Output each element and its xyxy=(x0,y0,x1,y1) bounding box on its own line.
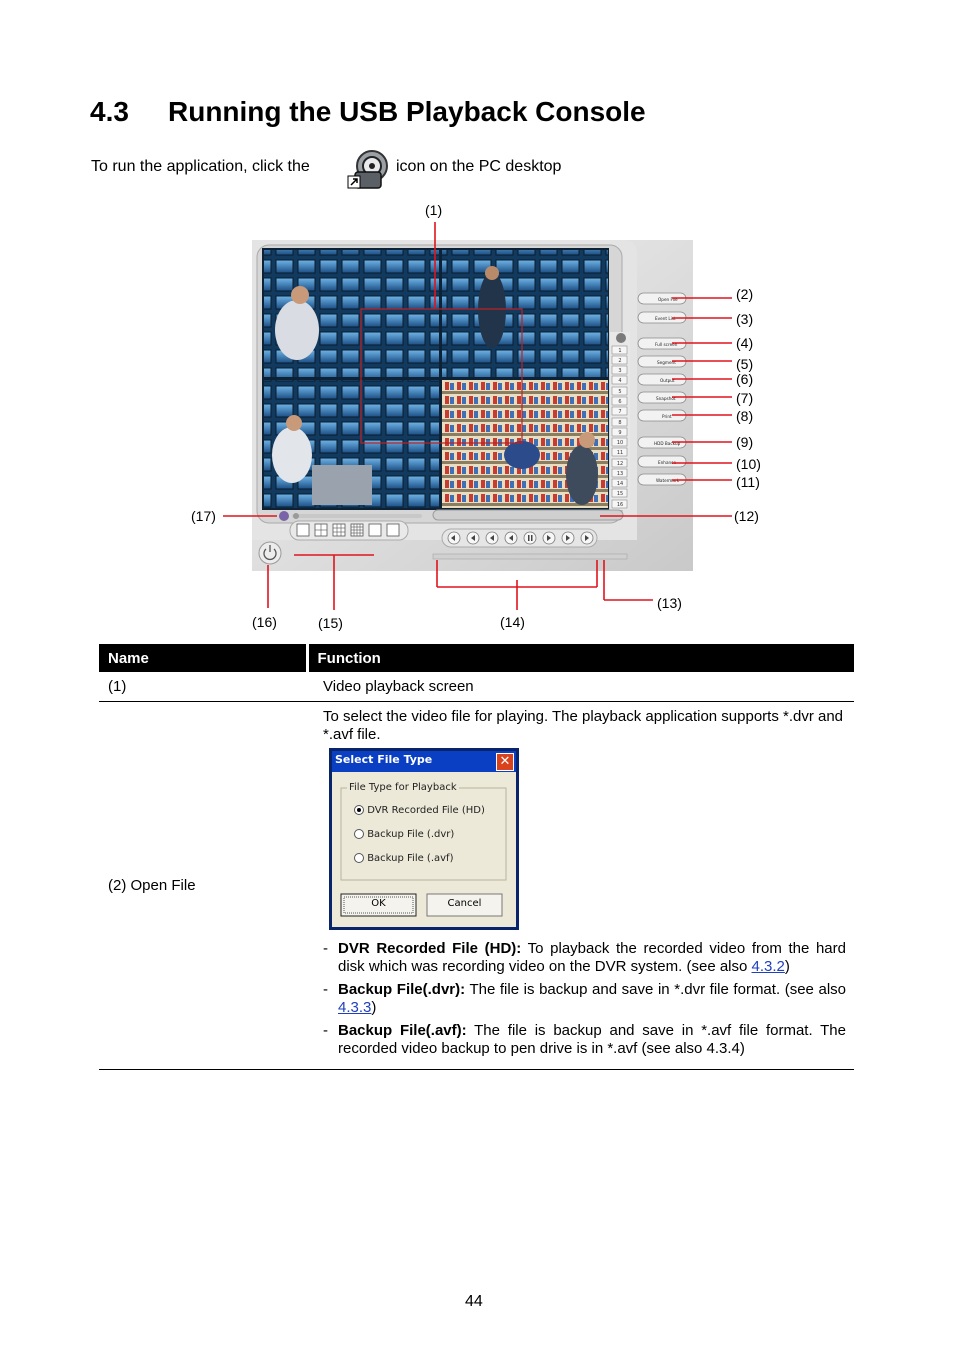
callout-4: (4) xyxy=(736,335,754,351)
callout-12: (12) xyxy=(734,508,759,524)
svg-text:15: 15 xyxy=(616,491,624,497)
svg-text:14: 14 xyxy=(616,481,624,487)
list-item xyxy=(323,940,846,976)
callout-3: (3) xyxy=(736,311,754,327)
svg-text:Open File: Open File xyxy=(658,297,678,302)
callout-11: (11) xyxy=(736,474,760,490)
bullet-dash: - xyxy=(323,981,328,998)
svg-text:Snapshot: Snapshot xyxy=(656,396,676,401)
bullet-dash: - xyxy=(323,940,328,957)
cancel-button[interactable]: Cancel xyxy=(447,898,482,909)
select-file-type-dialog xyxy=(329,748,519,930)
svg-text:HDD Backup: HDD Backup xyxy=(654,441,681,446)
svg-text:8: 8 xyxy=(618,420,622,426)
radio-empty-icon xyxy=(354,829,364,839)
playback-console-screenshot xyxy=(252,240,693,571)
list-item xyxy=(323,1022,846,1058)
svg-text:Print: Print xyxy=(662,414,672,419)
row-2-function xyxy=(307,702,854,1070)
bullet-term: Backup File(.dvr): xyxy=(338,981,466,998)
radio-option-backup-dvr[interactable] xyxy=(354,829,454,840)
radio-selected-icon xyxy=(354,805,364,815)
bullet-tail: ) xyxy=(784,958,790,975)
callout-8: (8) xyxy=(736,408,754,424)
column-header-name: Name xyxy=(99,644,307,672)
svg-text:2: 2 xyxy=(618,358,622,364)
callout-15: (15) xyxy=(318,615,343,631)
column-header-function: Function xyxy=(307,644,854,672)
bullet-term: DVR Recorded File (HD): xyxy=(338,940,522,957)
svg-text:5: 5 xyxy=(618,389,622,395)
page-number: 44 xyxy=(465,1293,483,1310)
svg-text:Enhance: Enhance xyxy=(658,460,677,465)
row-1-function: Video playback screen xyxy=(307,672,854,702)
svg-text:7: 7 xyxy=(618,409,622,415)
radio-option-backup-avf[interactable] xyxy=(354,853,453,864)
radio-label: DVR Recorded File (HD) xyxy=(367,805,485,816)
table-row xyxy=(99,702,854,1070)
svg-text:3: 3 xyxy=(618,368,622,374)
row-1-name: (1) xyxy=(99,672,307,702)
row-2-name: (2) Open File xyxy=(99,702,307,1070)
section-number: 4.3 xyxy=(90,96,129,127)
callout-17: (17) xyxy=(191,508,216,524)
bullet-dash: - xyxy=(323,1022,328,1039)
svg-text:1: 1 xyxy=(618,348,622,354)
dialog-title: Select File Type xyxy=(335,753,433,766)
radio-label: Backup File (.dvr) xyxy=(367,829,455,840)
bullet-tail: ) xyxy=(371,999,377,1016)
close-icon[interactable]: ✕ xyxy=(496,753,514,771)
section-title: Running the USB Playback Console xyxy=(168,96,646,127)
radio-option-dvr-hd[interactable] xyxy=(354,805,485,816)
open-file-description: To select the video file for playing. The playback application supports *.dvr and *.avf file. xyxy=(323,708,844,743)
bullet-text: The file is backup and save in *.dvr file format. (see also xyxy=(465,981,846,998)
dialog-group-label: File Type for Playback xyxy=(349,782,457,793)
bullet-term: Backup File(.avf): xyxy=(338,1022,467,1039)
svg-text:Event List: Event List xyxy=(655,316,676,321)
callout-13: (13) xyxy=(657,595,682,611)
callout-7: (7) xyxy=(736,390,754,406)
list-item xyxy=(323,981,846,1017)
usb-playback-app-icon xyxy=(345,146,391,192)
svg-text:16: 16 xyxy=(616,502,624,508)
bullet-text: To playback the recorded video from the hard disk which was recording video on the DVR system. (see also xyxy=(338,940,846,975)
radio-label: Backup File (.avf) xyxy=(367,853,454,864)
file-type-list xyxy=(323,940,846,1058)
svg-text:Watermark: Watermark xyxy=(656,478,680,483)
radio-empty-icon xyxy=(354,853,364,863)
svg-text:Segment: Segment xyxy=(657,360,676,365)
section-link[interactable]: 4.3.3 xyxy=(338,999,372,1016)
callout-2: (2) xyxy=(736,286,754,302)
section-link[interactable]: 4.3.2 xyxy=(751,958,785,975)
intro-text-before: To run the application, click the xyxy=(91,158,310,175)
table-header-row xyxy=(99,644,854,672)
bullet-text: The file is backup and save in *.avf file format. The recorded video backup to pen drive is in *.avf (see also 4.3.4) xyxy=(338,1022,846,1057)
intro-text-after: icon on the PC desktop xyxy=(396,158,562,175)
svg-text:13: 13 xyxy=(616,471,624,477)
svg-text:6: 6 xyxy=(618,399,622,405)
callout-1: (1) xyxy=(425,202,443,218)
callout-9: (9) xyxy=(736,434,754,450)
svg-text:11: 11 xyxy=(616,450,624,456)
svg-text:9: 9 xyxy=(618,430,622,436)
callout-16: (16) xyxy=(252,614,277,630)
table-row xyxy=(99,672,854,702)
callout-5: (5) xyxy=(736,356,754,372)
svg-text:Output: Output xyxy=(660,378,675,383)
function-table xyxy=(99,644,854,1070)
svg-text:4: 4 xyxy=(618,378,622,384)
callout-6: (6) xyxy=(736,371,754,387)
ok-button[interactable]: OK xyxy=(371,898,386,909)
svg-text:12: 12 xyxy=(616,461,624,467)
callout-14: (14) xyxy=(500,614,525,630)
svg-text:Full screen: Full screen xyxy=(655,342,678,347)
svg-text:10: 10 xyxy=(616,440,624,446)
section-heading xyxy=(90,96,646,128)
callout-10: (10) xyxy=(736,456,761,472)
